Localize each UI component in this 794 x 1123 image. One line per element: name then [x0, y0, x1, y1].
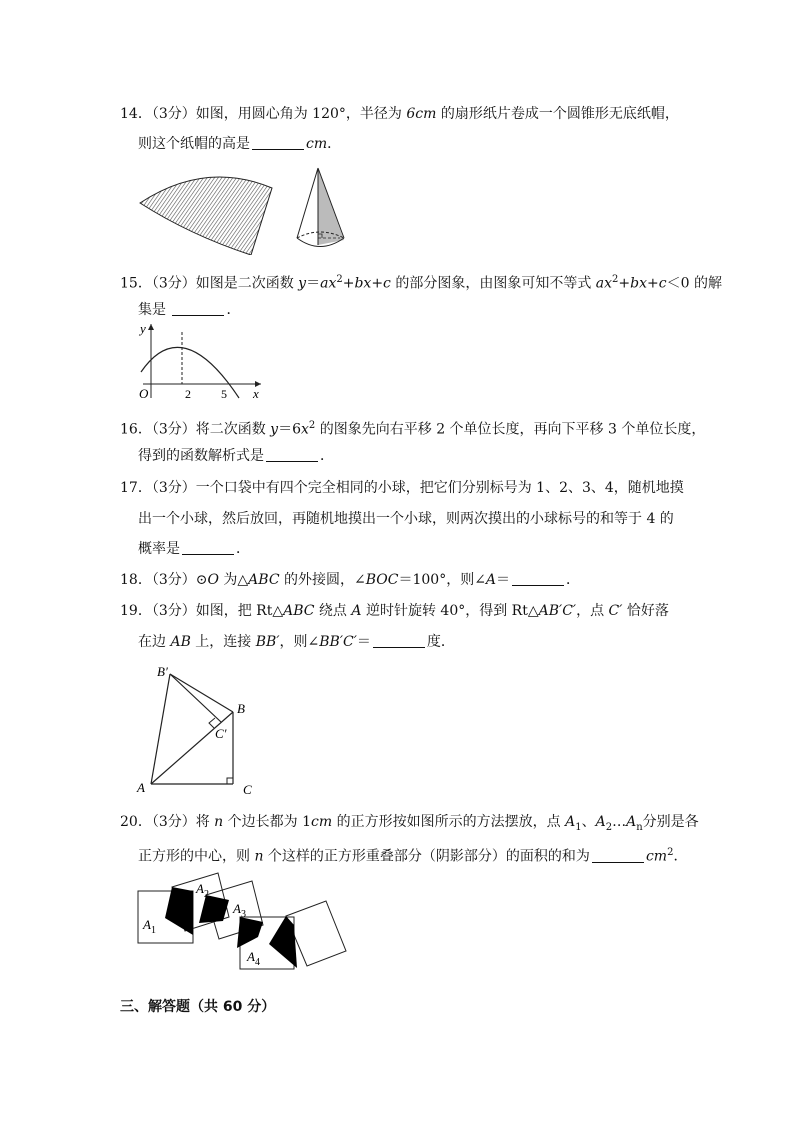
q19-text-h: ，则∠ — [279, 634, 320, 650]
q17-period: ． — [236, 541, 250, 557]
q20-answer-blank[interactable] — [592, 848, 644, 863]
q19-line2 — [138, 632, 455, 652]
q16-text-c: 得到的函数解析式是 — [138, 448, 264, 464]
q17-answer-blank[interactable] — [182, 540, 234, 555]
q19-text-b: 绕点 — [314, 603, 352, 619]
q15-y: y — [298, 275, 307, 292]
label-b-prime: B′ — [157, 664, 168, 679]
q20-a1-sub: 1 — [575, 821, 582, 833]
q15-line1 — [120, 270, 722, 294]
q14-answer-blank[interactable] — [252, 135, 304, 150]
q20-a1: A — [565, 814, 576, 830]
q14-text-a: 14．（3分）如图，用圆心角为 120°，半径为 — [120, 106, 407, 122]
q16-text-a: 16．（3分）将二次函数 — [120, 421, 271, 438]
q15-ax: ax — [320, 275, 337, 292]
q18-text-b: 为△ — [218, 572, 249, 588]
label-a2: $A_2$ — [196, 881, 209, 900]
q16-line1 — [120, 416, 705, 440]
q20-text-c: 的正方形按如图所示的方法摆放，点 — [332, 814, 566, 830]
q18-text-c: 的外接圆，∠ — [279, 572, 366, 588]
sector-shape — [140, 177, 272, 255]
q14-radius: 6 — [406, 106, 416, 122]
q14-period: ． — [327, 136, 342, 152]
q18-eq: ＝ — [496, 572, 511, 588]
q19-abc-prime: AB′C′ — [538, 603, 577, 619]
q14-unit: cm — [415, 106, 437, 122]
q20-sep: 、 — [581, 814, 596, 830]
q20-n2: n — [254, 848, 264, 865]
q20-line1 — [120, 812, 699, 838]
q19-text-a: 19．（3分）如图，把 Rt△ — [120, 603, 284, 619]
q16-period: ． — [320, 448, 334, 464]
q15-plus1: + — [342, 275, 355, 292]
label-a3: $A_3$ — [233, 901, 246, 920]
graph-tick-5: 5 — [221, 387, 227, 401]
q18-text-a: 18．（3分）⊙ — [120, 572, 208, 588]
q18-text-d: ＝100°，则∠ — [398, 572, 486, 588]
q15-plus3: + — [618, 275, 631, 292]
q20-period: ． — [673, 848, 688, 865]
q18-a: A — [485, 572, 497, 588]
q20-sq: 2 — [667, 847, 674, 858]
q16-text-b: 的图象先向右平移 2 个单位长度，再向下平移 3 个单位长度， — [315, 421, 706, 438]
q19-text-f: 在边 — [138, 634, 171, 650]
q17-line3 — [138, 539, 250, 559]
q15-sq2: 2 — [612, 274, 619, 285]
q18-line1 — [120, 570, 580, 590]
q18-abc: ABC — [248, 572, 280, 588]
q19-a: A — [351, 603, 362, 619]
q15-plus4: + — [647, 275, 659, 292]
q19-text-d: ，点 — [576, 603, 609, 619]
q18-boc: BOC — [365, 572, 399, 588]
q19-text-i: 度． — [426, 634, 455, 650]
q20-n: n — [214, 814, 224, 830]
q16-x: x — [301, 421, 309, 438]
q20-a2: A — [595, 814, 606, 830]
q19-ab: AB — [170, 634, 191, 650]
q20-squares-figure — [135, 865, 355, 980]
q14-line2 — [138, 134, 341, 154]
q20-text-f: 个这样的正方形重叠部分（阴影部分）的面积的和为 — [263, 848, 590, 865]
q15-sq: 2 — [336, 274, 343, 285]
q14-figure — [135, 160, 355, 255]
label-c-prime: C′ — [215, 726, 227, 741]
q20-line2 — [138, 843, 687, 867]
q14-line1 — [120, 104, 679, 124]
q20-dots: … — [612, 814, 627, 830]
q16-sq: 2 — [308, 420, 316, 431]
q15-answer-blank[interactable] — [172, 301, 224, 316]
q19-triangle-figure — [135, 660, 265, 800]
q15-text-b: 的部分图象，由图象可知不等式 — [390, 275, 596, 292]
q20-text-e: 正方形的中心，则 — [138, 848, 255, 865]
q20-one: 1 — [302, 814, 312, 830]
q16-line2 — [138, 446, 334, 466]
graph-y-label: y — [140, 321, 146, 336]
q16-eq: ＝6 — [278, 421, 302, 438]
q20-text-a: 20．（3分）将 — [120, 814, 215, 830]
q15-bx2: bx — [630, 275, 648, 292]
q15-c2: c — [658, 275, 667, 292]
q14-text-b: 的扇形纸片卷成一个圆锥形无底纸帽， — [436, 106, 679, 122]
q19-angle: BB′C′ — [319, 634, 357, 650]
q20-an-sub: n — [636, 821, 643, 833]
q14-text-c: 则这个纸帽的高是 — [138, 136, 250, 152]
q14-unit2: cm — [306, 136, 328, 152]
q19-c-prime: C′ — [608, 603, 623, 619]
q15-ax2: ax — [595, 275, 613, 292]
label-a4: $A_4$ — [247, 949, 260, 968]
q19-abc: ABC — [283, 603, 315, 619]
label-a1: $A_1$ — [143, 917, 156, 936]
q17-line1: 17．（3分）一个口袋中有四个完全相同的小球，把它们分别标号为 1、2、3、4，随机地摸 — [120, 480, 684, 496]
q15-plus2: + — [371, 275, 384, 292]
q15-c: c — [383, 275, 391, 292]
q19-text-c: 逆时针旋转 40°，得到 Rt△ — [361, 603, 539, 619]
q20-text-b: 个边长都为 — [223, 814, 303, 830]
graph-tick-2: 2 — [185, 387, 191, 401]
q17-line2: 出一个小球，然后放回，再随机地摸出一个小球，则两次摸出的小球标号的和等于 4 的 — [138, 511, 674, 527]
q20-cm: cm — [311, 814, 333, 830]
q15-eq: ＝ — [306, 275, 321, 292]
q15-text-a: 15．（3分）如图是二次函数 — [120, 275, 299, 292]
q15-period: ． — [226, 302, 241, 318]
q15-text-c: ＜0 的解 — [666, 275, 722, 292]
q19-line1 — [120, 601, 669, 621]
q18-period: ． — [566, 572, 581, 588]
cone-shape — [297, 168, 344, 247]
label-a: A — [137, 780, 145, 795]
q16-answer-blank[interactable] — [266, 447, 318, 462]
q19-text-e: 恰好落 — [622, 603, 669, 619]
graph-origin-label: O — [139, 386, 149, 401]
q15-line2 — [138, 300, 240, 320]
q16-y: y — [270, 421, 279, 438]
q15-text-d: 集是 — [138, 302, 166, 318]
q15-graph — [135, 320, 270, 402]
q19-bb-prime: BB′ — [255, 634, 280, 650]
q15-bx: bx — [354, 275, 372, 292]
q19-answer-blank[interactable] — [373, 633, 425, 648]
q17-text-c: 概率是 — [138, 541, 180, 557]
section-3-heading: 三、解答题（共 60 分） — [120, 999, 276, 1015]
q19-eq: ＝ — [356, 634, 371, 650]
q18-o: O — [207, 572, 219, 588]
label-c: C — [243, 782, 252, 797]
q19-text-g: 上，连接 — [190, 634, 256, 650]
graph-x-label: x — [253, 386, 259, 401]
q20-a2-sub: 2 — [605, 821, 613, 833]
q20-cm2: cm — [645, 848, 668, 865]
label-b: B — [237, 701, 245, 716]
q18-answer-blank[interactable] — [512, 571, 564, 586]
q20-text-d: 分别是各 — [642, 814, 699, 830]
q20-an: A — [626, 814, 637, 830]
